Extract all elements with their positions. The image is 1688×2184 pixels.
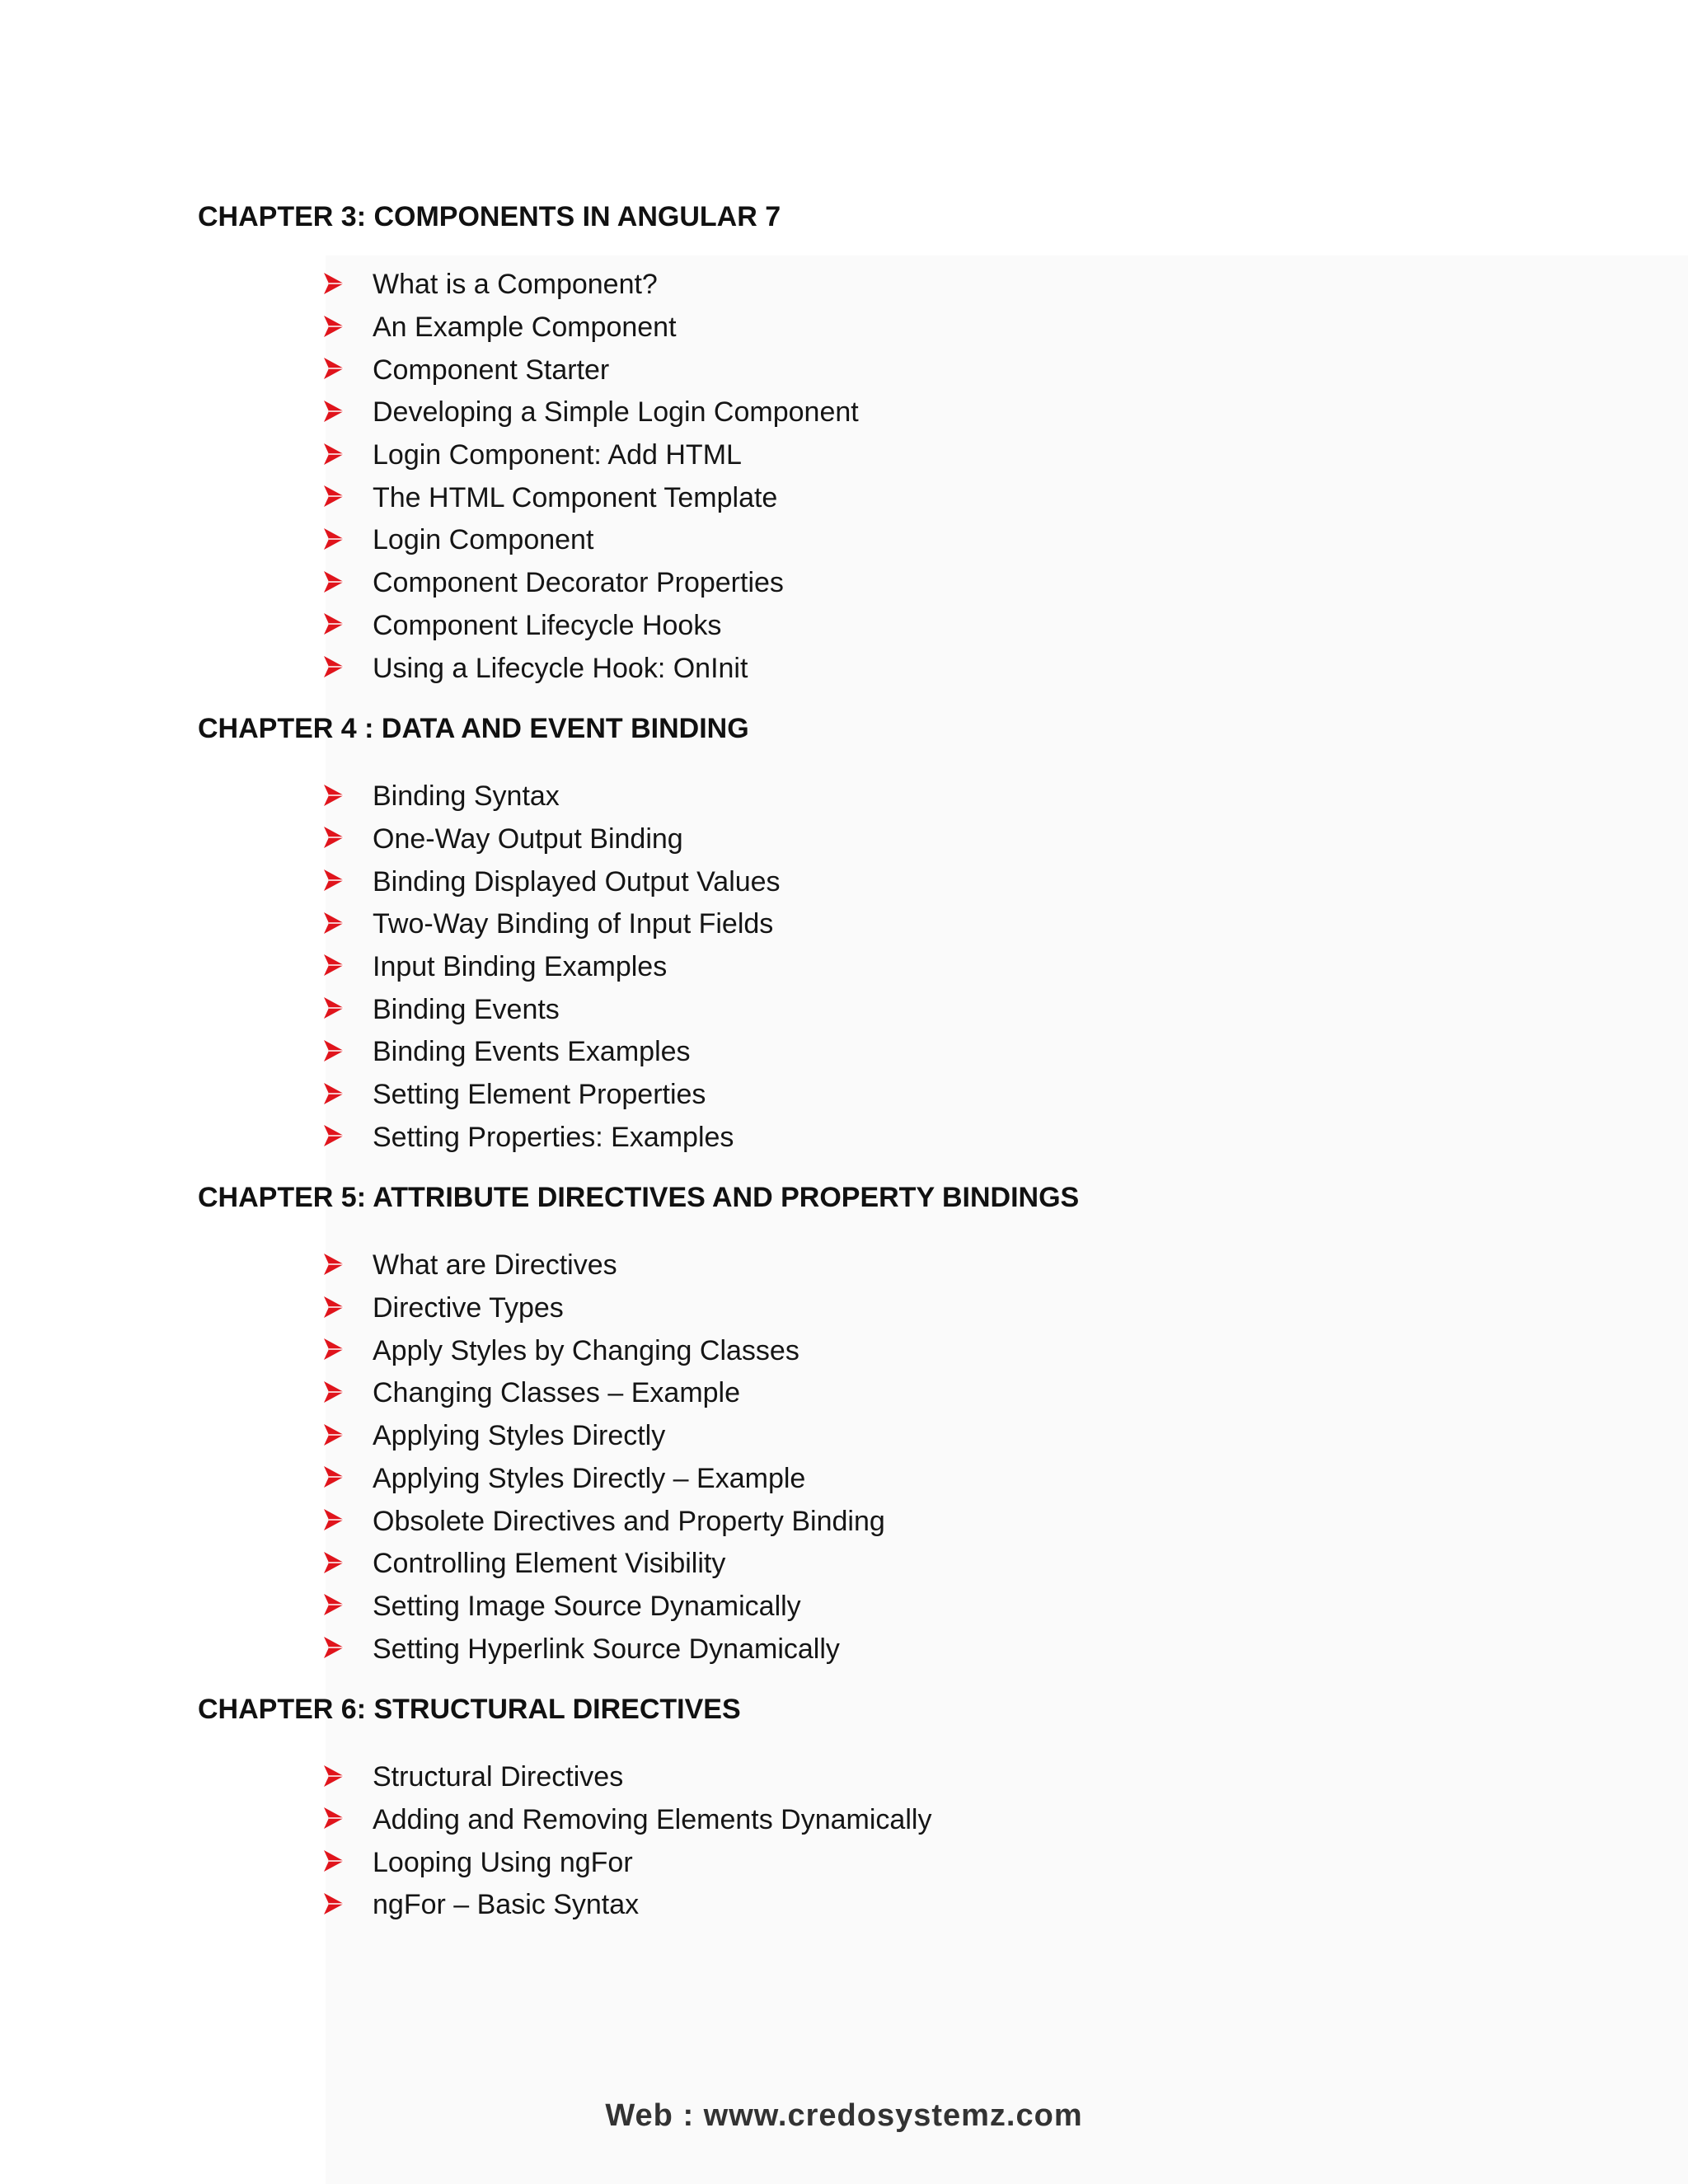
- table-of-contents: [198, 196, 1599, 1927]
- arrow-bullet-icon: [323, 1039, 345, 1062]
- topic-label: Applying Styles Directly: [373, 1420, 666, 1452]
- chapter-section: [198, 1177, 1599, 1671]
- topic-item: [198, 1458, 1599, 1501]
- topic-item: [198, 776, 1599, 818]
- topic-item: [198, 946, 1599, 989]
- arrow-bullet-icon: [323, 1765, 345, 1788]
- arrow-bullet-icon: [323, 570, 345, 593]
- arrow-bullet-icon: [323, 315, 345, 338]
- topic-label: Adding and Removing Elements Dynamically: [373, 1803, 932, 1835]
- topic-label: Setting Element Properties: [373, 1079, 706, 1111]
- topic-label: Binding Events Examples: [373, 1036, 691, 1068]
- topic-label: Login Component: Add HTML: [373, 439, 742, 471]
- topic-item: [198, 307, 1599, 349]
- topic-label: Component Starter: [373, 354, 610, 386]
- arrow-bullet-icon: [323, 443, 345, 466]
- topic-item: [198, 1244, 1599, 1287]
- arrow-bullet-icon: [323, 954, 345, 977]
- chapter-heading: CHAPTER 6: STRUCTURAL DIRECTIVES: [198, 1693, 741, 1725]
- topic-item: [198, 562, 1599, 605]
- topic-list: [198, 264, 1599, 690]
- topic-item: [198, 519, 1599, 562]
- topic-item: [198, 1543, 1599, 1586]
- topic-label: Setting Hyperlink Source Dynamically: [373, 1633, 840, 1665]
- topic-label: Applying Styles Directly – Example: [373, 1462, 806, 1494]
- topic-label: Apply Styles by Changing Classes: [373, 1334, 799, 1366]
- arrow-bullet-icon: [323, 1465, 345, 1488]
- topic-label: Setting Properties: Examples: [373, 1121, 734, 1153]
- topic-label: Using a Lifecycle Hook: OnInit: [373, 652, 748, 684]
- topic-list: [198, 1756, 1599, 1927]
- topic-label: One-Way Output Binding: [373, 823, 683, 855]
- topic-label: Component Decorator Properties: [373, 567, 784, 599]
- arrow-bullet-icon: [323, 784, 345, 807]
- topic-item: [198, 988, 1599, 1031]
- topic-label: Binding Displayed Output Values: [373, 865, 781, 898]
- arrow-bullet-icon: [323, 1892, 345, 1915]
- topic-label: Controlling Element Visibility: [373, 1548, 726, 1580]
- topic-item: [198, 1415, 1599, 1458]
- arrow-bullet-icon: [323, 1636, 345, 1659]
- arrow-bullet-icon: [323, 1338, 345, 1361]
- arrow-bullet-icon: [323, 1849, 345, 1872]
- chapter-section: [198, 1689, 1599, 1927]
- topic-label: Component Lifecycle Hooks: [373, 609, 722, 641]
- arrow-bullet-icon: [323, 1423, 345, 1446]
- topic-item: [198, 1884, 1599, 1927]
- topic-item: [198, 1628, 1599, 1671]
- arrow-bullet-icon: [323, 826, 345, 849]
- topic-item: [198, 434, 1599, 477]
- arrow-bullet-icon: [323, 1296, 345, 1319]
- chapter-section: [198, 196, 1599, 690]
- arrow-bullet-icon: [323, 655, 345, 678]
- topic-item: [198, 1756, 1599, 1799]
- arrow-bullet-icon: [323, 1551, 345, 1574]
- topic-item: [198, 1799, 1599, 1842]
- topic-label: An Example Component: [373, 312, 677, 344]
- topic-label: Binding Events: [373, 993, 560, 1025]
- topic-label: ngFor – Basic Syntax: [373, 1889, 640, 1921]
- chapter-section: [198, 708, 1599, 1159]
- topic-item: [198, 1031, 1599, 1074]
- topic-label: Directive Types: [373, 1292, 564, 1324]
- topic-label: Looping Using ngFor: [373, 1846, 633, 1878]
- topic-item: [198, 818, 1599, 861]
- chapter-heading: CHAPTER 3: COMPONENTS IN ANGULAR 7: [198, 201, 781, 232]
- arrow-bullet-icon: [323, 1593, 345, 1616]
- topic-item: [198, 476, 1599, 519]
- topic-list: [198, 776, 1599, 1159]
- topic-label: What is a Component?: [373, 269, 658, 301]
- topic-item: [198, 605, 1599, 648]
- topic-item: [198, 1586, 1599, 1629]
- arrow-bullet-icon: [323, 1380, 345, 1404]
- topic-item: [198, 647, 1599, 690]
- arrow-bullet-icon: [323, 485, 345, 508]
- arrow-bullet-icon: [323, 1082, 345, 1105]
- arrow-bullet-icon: [323, 612, 345, 635]
- arrow-bullet-icon: [323, 527, 345, 551]
- topic-item: [198, 860, 1599, 903]
- arrow-bullet-icon: [323, 996, 345, 1019]
- topic-label: Changing Classes – Example: [373, 1377, 741, 1409]
- arrow-bullet-icon: [323, 400, 345, 423]
- topic-label: Binding Syntax: [373, 780, 560, 813]
- arrow-bullet-icon: [323, 1124, 345, 1147]
- topic-item: [198, 1500, 1599, 1543]
- topic-item: [198, 1116, 1599, 1159]
- arrow-bullet-icon: [323, 1508, 345, 1531]
- topic-item: [198, 1329, 1599, 1372]
- topic-label: Login Component: [373, 524, 594, 556]
- footer-website: Web : www.credosystemz.com: [605, 2098, 1083, 2133]
- topic-list: [198, 1244, 1599, 1671]
- topic-label: Input Binding Examples: [373, 950, 668, 982]
- topic-item: [198, 1287, 1599, 1330]
- chapter-heading: CHAPTER 4 : DATA AND EVENT BINDING: [198, 712, 749, 744]
- topic-item: [198, 903, 1599, 946]
- topic-item: [198, 349, 1599, 391]
- topic-item: [198, 264, 1599, 307]
- topic-label: Two-Way Binding of Input Fields: [373, 908, 774, 940]
- topic-item: [198, 391, 1599, 434]
- arrow-bullet-icon: [323, 1807, 345, 1830]
- topic-label: Developing a Simple Login Component: [373, 396, 859, 429]
- arrow-bullet-icon: [323, 912, 345, 935]
- topic-item: [198, 1074, 1599, 1117]
- topic-label: Structural Directives: [373, 1761, 624, 1793]
- chapter-heading: CHAPTER 5: ATTRIBUTE DIRECTIVES AND PROPERTY BINDINGS: [198, 1182, 1080, 1214]
- topic-label: The HTML Component Template: [373, 481, 778, 513]
- arrow-bullet-icon: [323, 357, 345, 380]
- topic-label: Setting Image Source Dynamically: [373, 1590, 801, 1622]
- topic-item: [198, 1372, 1599, 1415]
- topic-label: Obsolete Directives and Property Binding: [373, 1505, 885, 1537]
- arrow-bullet-icon: [323, 1253, 345, 1276]
- topic-label: What are Directives: [373, 1249, 617, 1282]
- arrow-bullet-icon: [323, 869, 345, 892]
- arrow-bullet-icon: [323, 272, 345, 295]
- topic-item: [198, 1841, 1599, 1884]
